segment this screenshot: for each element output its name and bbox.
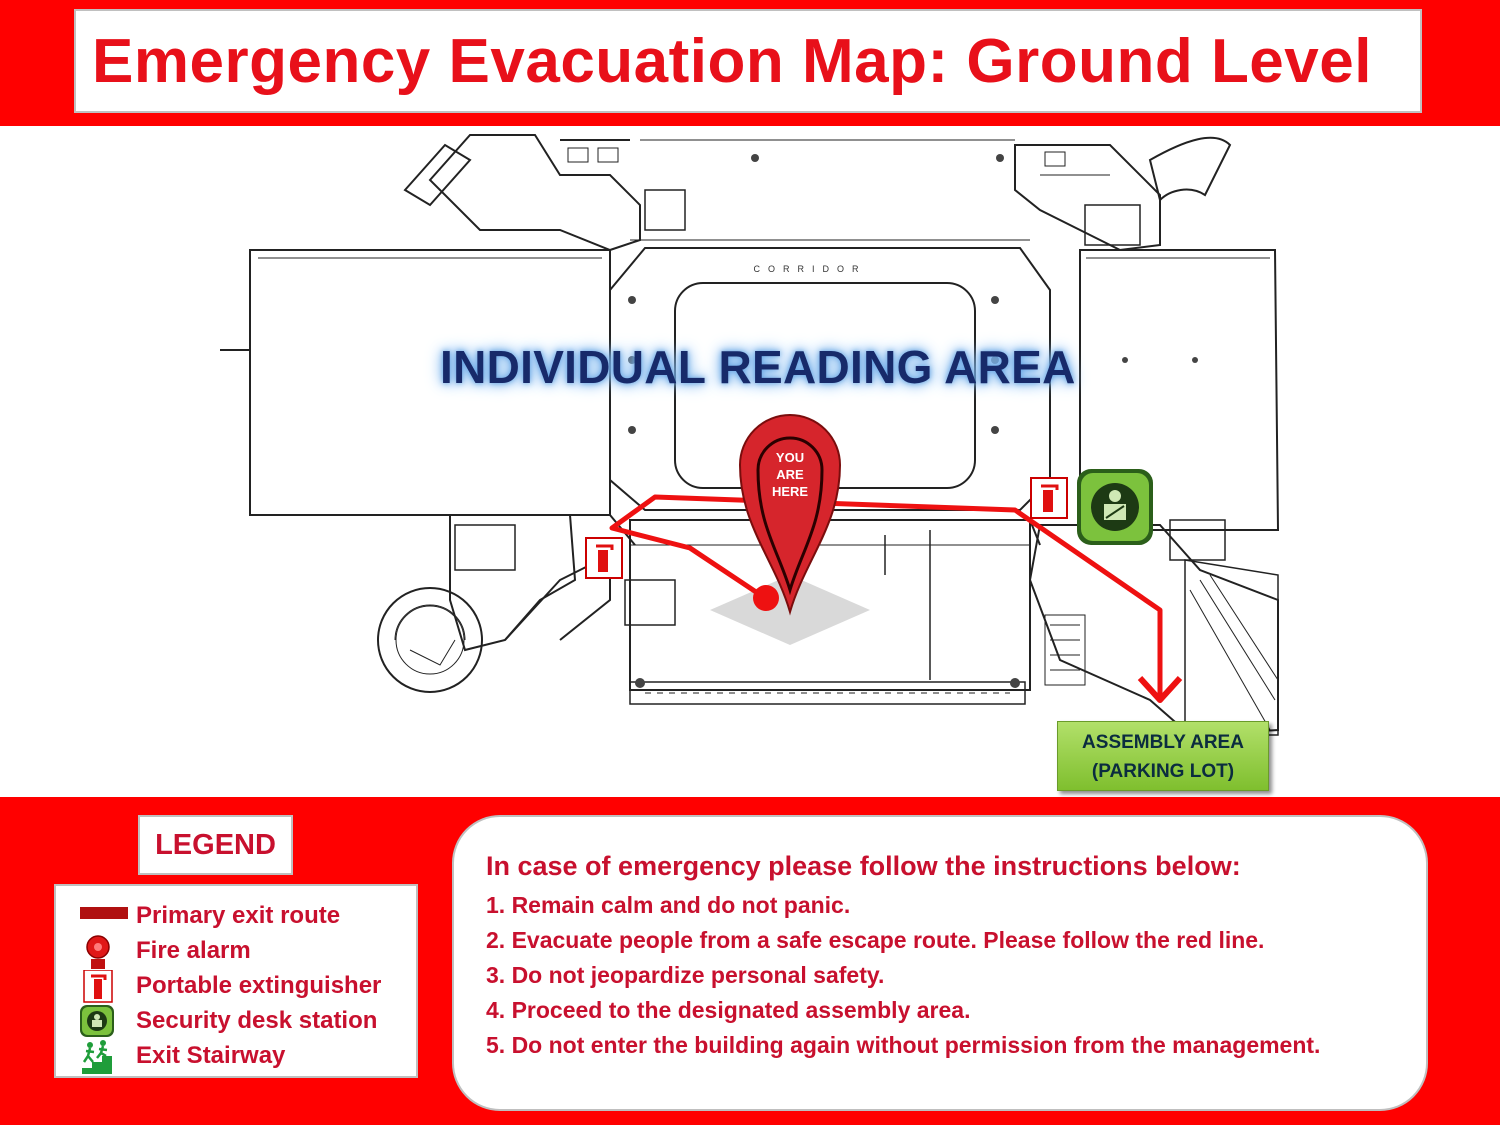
instruction-step: 1. Remain calm and do not panic. <box>486 892 851 918</box>
legend-label: Primary exit route <box>136 902 341 929</box>
legend-label: Security desk station <box>136 1007 378 1034</box>
legend-title: LEGEND <box>138 815 293 875</box>
legend-item-primary-exit-route <box>56 900 416 934</box>
page-title: Emergency Evacuation Map: Ground Level <box>92 26 1372 96</box>
you-are-here-pin <box>740 415 840 612</box>
area-label: INDIVIDUAL READING AREA <box>440 341 1076 393</box>
exit-stairway-icon <box>78 1040 130 1074</box>
fire-alarm-icon <box>78 935 130 969</box>
portable-extinguisher-icon <box>78 970 130 1004</box>
instructions-heading: In case of emergency please follow the instructions below: <box>486 851 1241 881</box>
title-box <box>74 9 1422 113</box>
legend-item-portable-extinguisher <box>56 970 416 1004</box>
column-markers <box>628 154 1198 688</box>
security-desk-icon <box>1077 469 1153 545</box>
extinguisher-icon <box>1031 478 1067 518</box>
instruction-step: 4. Proceed to the designated assembly area. <box>486 997 971 1023</box>
pin-text-you: YOU <box>775 450 805 465</box>
pin-text-here: HERE <box>771 484 809 499</box>
legend-label: Exit Stairway <box>136 1042 286 1069</box>
pin-text-are: ARE <box>776 467 804 482</box>
corridor-label: CORRIDOR <box>753 264 867 274</box>
instructions-panel <box>452 815 1428 1111</box>
assembly-area-line1: ASSEMBLY AREA <box>1082 732 1244 753</box>
start-point-dot <box>753 585 779 611</box>
instruction-step: 3. Do not jeopardize personal safety. <box>486 962 885 988</box>
assembly-area-sign <box>1057 721 1269 791</box>
primary-exit-route-icon <box>78 900 130 934</box>
instruction-step: 5. Do not enter the building again without permission from the management. <box>486 1032 1321 1058</box>
floor-plan-map <box>0 126 1500 797</box>
legend-item-fire-alarm <box>56 935 416 969</box>
extinguisher-icon <box>586 538 622 578</box>
legend-item-exit-stairway <box>56 1040 416 1074</box>
security-desk-icon <box>78 1005 130 1039</box>
legend-label: Portable extinguisher <box>136 972 382 999</box>
legend <box>54 884 418 1078</box>
legend-item-security-desk <box>56 1005 416 1039</box>
legend-label: Fire alarm <box>136 937 251 964</box>
instruction-step: 2. Evacuate people from a safe escape route. Please follow the red line. <box>486 927 1265 953</box>
assembly-area-line2: (PARKING LOT) <box>1091 761 1235 782</box>
